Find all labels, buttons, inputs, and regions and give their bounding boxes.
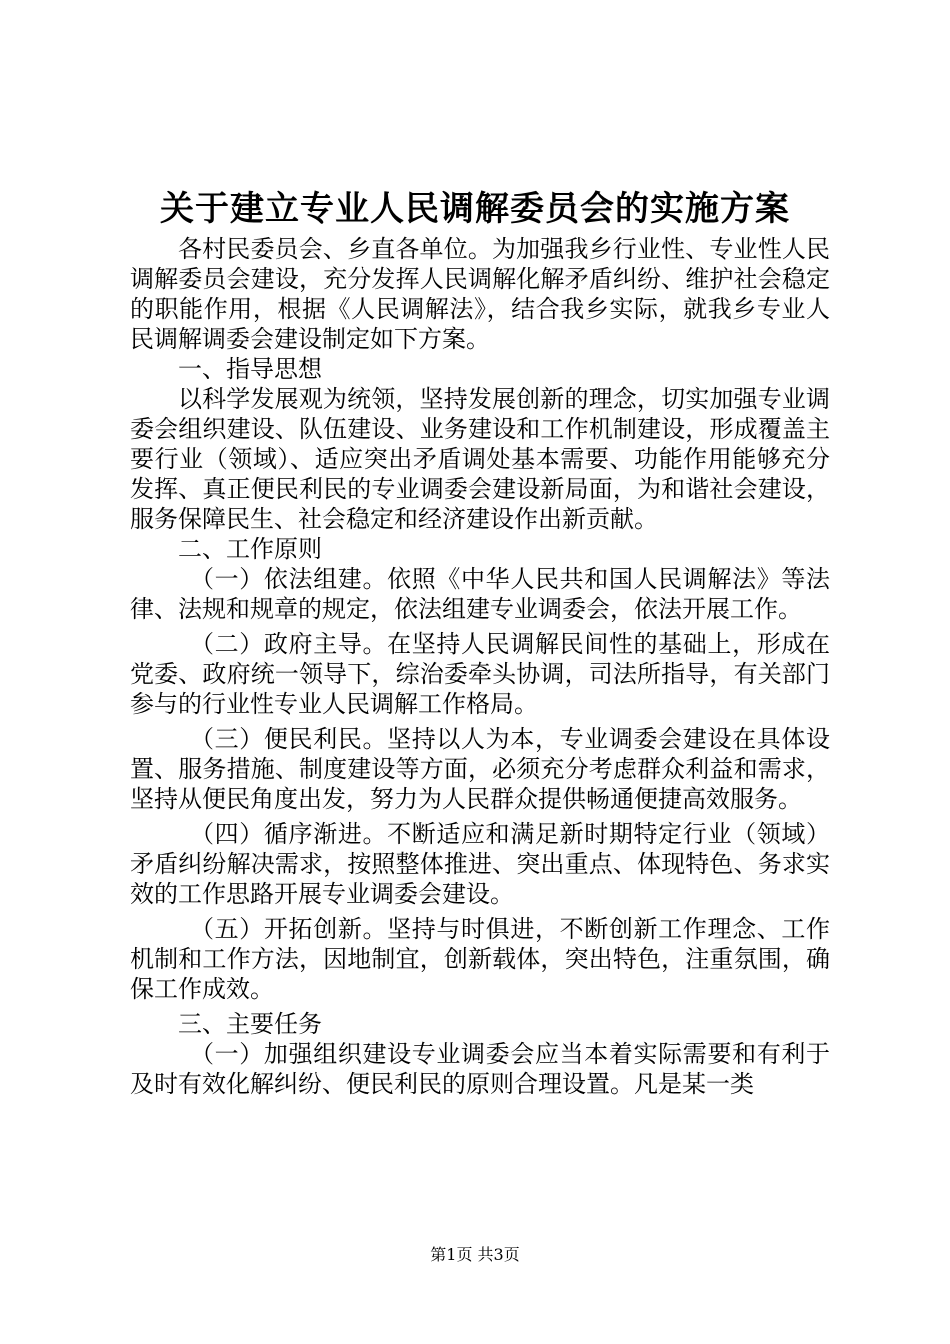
principle-paragraph: （一）依法组建。依照《中华人民共和国人民调解法》等法律、法规和规章的规定，依法组建专业调委会，依法开展工作。 — [130, 565, 830, 623]
guiding-ideology-paragraph: 以科学发展观为统领，坚持发展创新的理念，切实加强专业调委会组织建设、队伍建设、业务建设和工作机制建设，形成覆盖主要行业（领域）、适应突出矛盾调处基本需要、功能作用能够充分发挥、真正便民利民的专业调委会建设新局面，为和谐社会建设，服务保障民生、社会稳定和经济建设作出新贡献。 — [130, 385, 830, 533]
task-paragraph: （一）加强组织建设专业调委会应当本着实际需要和有利于及时有效化解纠纷、便民利民的原则合理设置。凡是某一类 — [130, 1040, 830, 1098]
section-heading-main-tasks: 三、主要任务 — [178, 1010, 322, 1038]
principle-paragraph: （二）政府主导。在坚持人民调解民间性的基础上，形成在党委、政府统一领导下，综治委牵头协调，司法所指导，有关部门参与的行业性专业人民调解工作格局。 — [130, 630, 830, 718]
intro-paragraph: 各村民委员会、乡直各单位。为加强我乡行业性、专业性人民调解委员会建设，充分发挥人民调解化解矛盾纠纷、维护社会稳定的职能作用，根据《人民调解法》，结合我乡实际，就我乡专业人民调解调委会建设制定如下方案。 — [130, 235, 830, 353]
principle-paragraph: （三）便民利民。坚持以人为本，专业调委会建设在具体设置、服务措施、制度建设等方面，必须充分考虑群众利益和需求，坚持从便民角度出发，努力为人民群众提供畅通便捷高效服务。 — [130, 725, 830, 813]
page-footer: 第1页 共3页 — [430, 1245, 520, 1264]
section-heading-work-principles: 二、工作原则 — [178, 535, 322, 563]
section-heading-guiding-ideology: 一、指导思想 — [178, 355, 322, 383]
document-body — [130, 234, 830, 1104]
principle-paragraph: （五）开拓创新。坚持与时俱进，不断创新工作理念、工作机制和工作方法，因地制宜，创新载体，突出特色，注重氛围，确保工作成效。 — [130, 915, 830, 1003]
principle-paragraph: （四）循序渐进。不断适应和满足新时期特定行业（领域）矛盾纠纷解决需求，按照整体推进、突出重点、体现特色、务求实效的工作思路开展专业调委会建设。 — [130, 820, 830, 908]
document-title: 关于建立专业人民调解委员会的实施方案 — [160, 189, 790, 229]
